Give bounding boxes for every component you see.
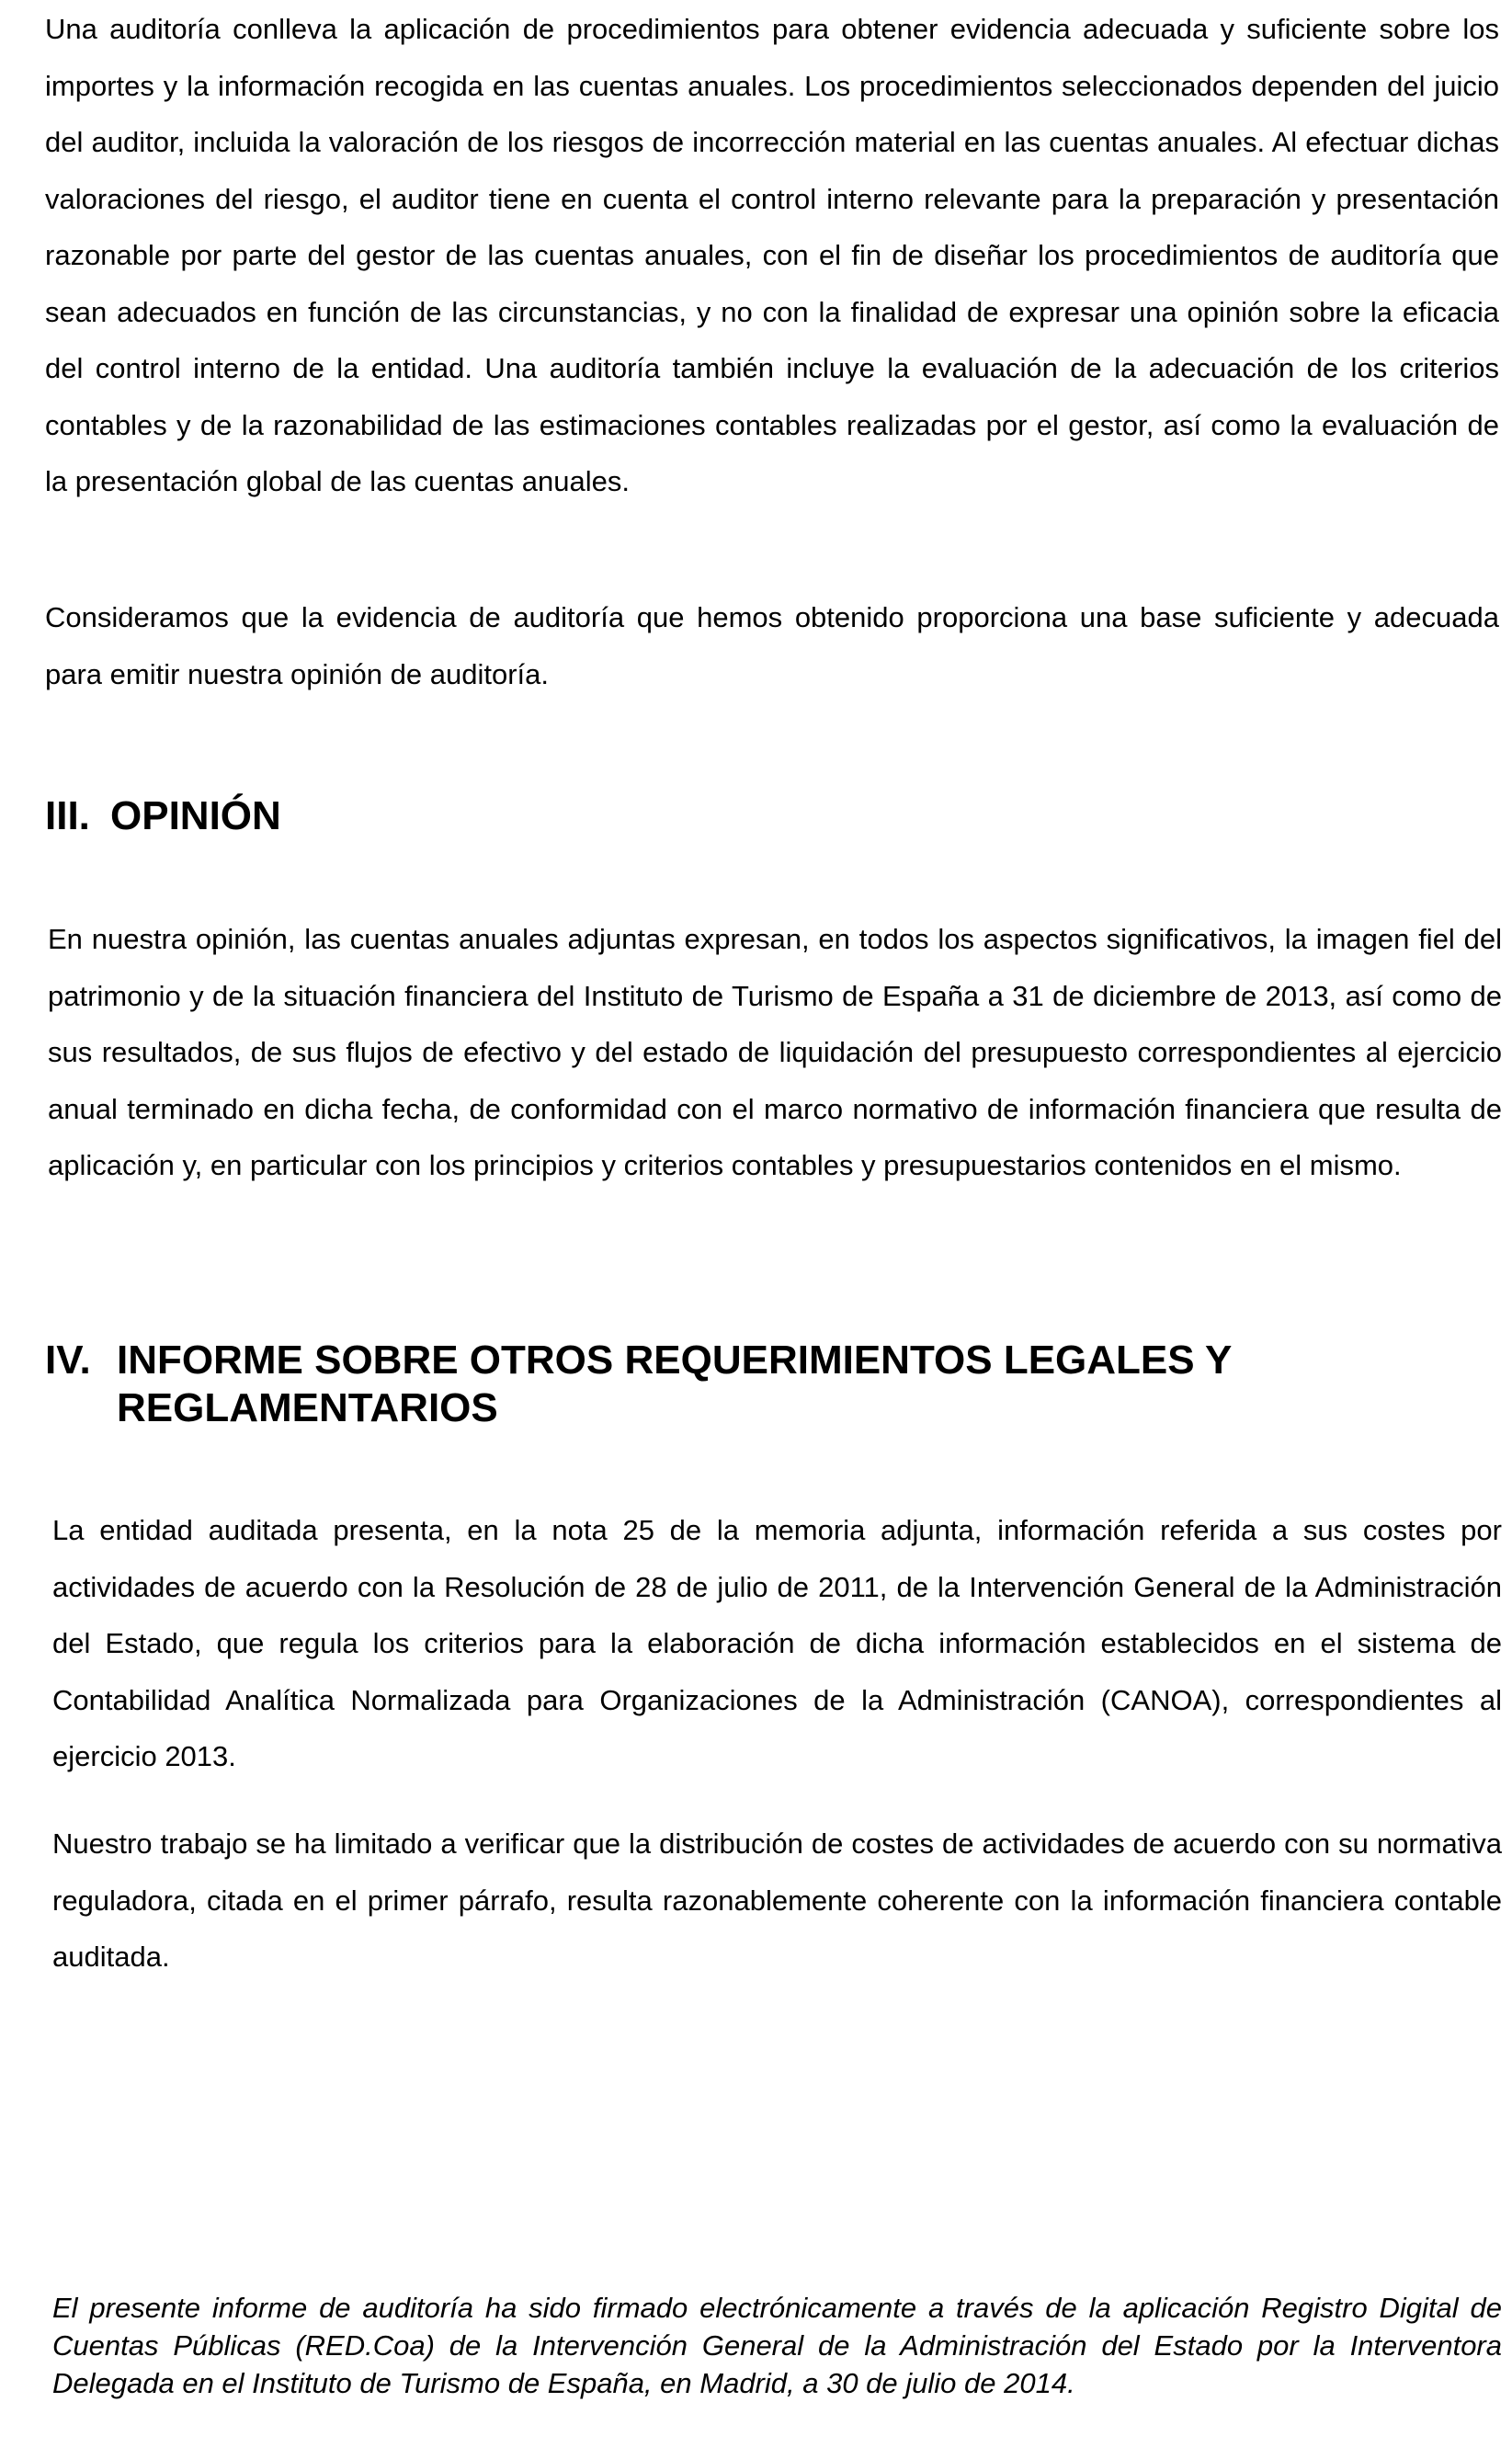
audit-evidence-paragraph: Consideramos que la evidencia de auditoría que hemos obtenido proporciona una base suficiente y adecuada para emitir nuestra opinión de auditoría. (45, 601, 1499, 690)
audit-procedures-paragraph: Una auditoría conlleva la aplicación de procedimientos para obtener evidencia adecuada y suficiente sobre los importes y la información recogida en las cuentas anuales. Los procedimientos seleccionados dependen del juicio del auditor, incluida la valoración de los riesgos de incorrección material en las cuentas anuales. Al efectuar dichas valoraciones del riesgo, el auditor tiene en cuenta el control interno relevante para la preparación y presentación razonable por parte del gestor de las cuentas anuales, con el fin de diseñar los procedimientos de auditoría que sean adecuados en función de las circunstancias, y no con la finalidad de expresar una opinión sobre la eficacia del control interno de la entidad. Una auditoría también incluye la evaluación de la adecuación de los criterios contables y de la razonabilidad de las estimaciones contables realizadas por el gestor, así como la evaluación de la presentación global de las cuentas anuales. (45, 13, 1499, 497)
section-title: OPINIÓN (110, 793, 281, 838)
work-scope-paragraph: Nuestro trabajo se ha limitado a verificar que la distribución de costes de actividades de acuerdo con su normativa reguladora, citada en el primer párrafo, resulta razonablemente coherente con la información financiera contable auditada. (52, 1827, 1502, 1973)
canoa-costs-paragraph: La entidad auditada presenta, en la nota 25 de la memoria adjunta, información referida a sus costes por actividades de acuerdo con la Resolución de 28 de julio de 2011, de la Intervención General de la Administración del Estado, que regula los criterios para la elaboración de dicha información establecidos en el sistema de Contabilidad Analítica Normalizada para Organizaciones de la Administración (CANOA), correspondientes al ejercicio 2013. (52, 1514, 1502, 1772)
section-heading-opinion (45, 792, 1479, 840)
section-title-line: REGLAMENTARIOS (117, 1385, 498, 1430)
section-heading-otros-requerimientos (45, 1337, 1479, 1432)
section-title-line: INFORME SOBRE OTROS REQUERIMIENTOS LEGALES Y (117, 1338, 1233, 1383)
opinion-paragraph: En nuestra opinión, las cuentas anuales adjuntas expresan, en todos los aspectos significativos, la imagen fiel del patrimonio y de la situación financiera del Instituto de Turismo de España a 31 de diciembre de 2013, así como de sus resultados, de sus flujos de efectivo y del estado de liquidación del presupuesto correspondientes al ejercicio anual terminado en dicha fecha, de conformidad con el marco normativo de información financiera que resulta de aplicación y, en particular con los principios y criterios contables y presupuestarios contenidos en el mismo. (48, 923, 1502, 1181)
section-number: III. (45, 793, 90, 838)
section-number: IV. (45, 1338, 91, 1383)
electronic-signature-note: El presente informe de auditoría ha sido firmado electrónicamente a través de la aplicación Registro Digital de Cuentas Públicas (RED.Coa) de la Intervención General de la Administración del Estado por la Interventora Delegada en el Instituto de Turismo de España, en Madrid, a 30 de julio de 2014. (52, 2292, 1502, 2399)
